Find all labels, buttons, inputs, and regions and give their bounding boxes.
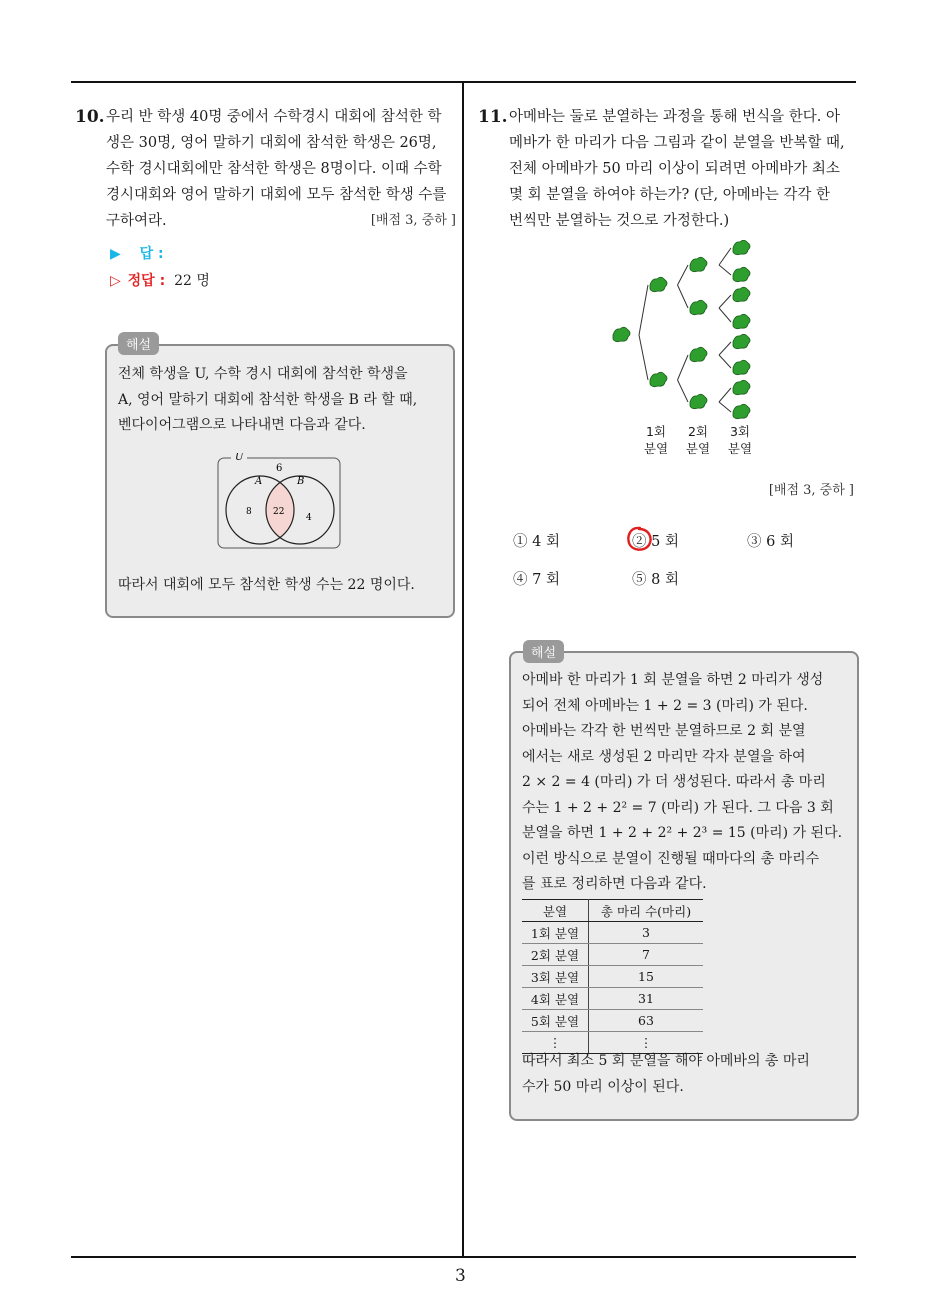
amoeba-icon (733, 314, 750, 328)
q10-line: 수학 경시대회에만 참석한 학생은 8명이다. 이때 수학 (106, 161, 442, 177)
table-cell: 1회 분열 (522, 922, 589, 944)
amoeba-icon (733, 380, 750, 394)
tree-branch (719, 342, 731, 355)
q10-answer-row (110, 243, 164, 263)
q10-explain-line: 전체 학생을 U, 수학 경시 대회에 참석한 학생을 (118, 366, 408, 382)
q10-explain-line: A, 영어 말하기 대회에 참석한 학생을 B 라 할 때, (118, 391, 418, 408)
correct-arrow-icon: ▷ (110, 273, 121, 289)
division-count-table (522, 899, 703, 1054)
amoeba-icon (733, 404, 750, 418)
q11-line: 몇 회 분열을 하여야 하는가? (단, 아메바는 각각 한 (509, 187, 831, 203)
division-label-bottom: 분열 (727, 441, 753, 456)
tree-branch (678, 355, 689, 380)
column-divider (462, 81, 464, 1257)
q10-explanation-text (118, 362, 446, 439)
q11-line: 번씩만 분열하는 것으로 가정한다.) (509, 213, 730, 229)
q10-explanation-tag: 해설 (118, 332, 159, 355)
table-row (522, 944, 703, 966)
q11-explain-line: 를 표로 정리하면 다음과 같다. (522, 876, 707, 892)
tree-branch (678, 380, 689, 402)
table-header: 분열 (522, 900, 589, 922)
answer-arrow-icon: ▶ (110, 246, 121, 262)
division-label-1 (638, 423, 674, 457)
table-cell: 63 (589, 1010, 704, 1032)
q10-number: 10. (75, 107, 105, 127)
q11-explain-line: 아메바는 각각 한 번씩만 분열하므로 2 회 분열 (522, 723, 806, 739)
table-cell: 7 (589, 944, 704, 966)
venn-diagram (215, 453, 345, 553)
q10-question (106, 104, 456, 234)
amoeba-icon (733, 267, 750, 281)
division-label-top: 3회 (729, 424, 751, 439)
q10-explain-line: 벤다이어그램으로 나타내면 다음과 같다. (118, 417, 366, 433)
tree-branch (719, 388, 731, 402)
q10-correct-label: 정답 : (127, 273, 166, 289)
q11-explanation-tag: 해설 (523, 640, 564, 663)
division-label-top: 2회 (687, 424, 709, 439)
amoeba-icon (733, 240, 750, 254)
table-row (522, 988, 703, 1010)
table-cell: 4회 분열 (522, 988, 589, 1010)
amoeba-icon (733, 334, 750, 348)
table-cell: 2회 분열 (522, 944, 589, 966)
venn-universe-label: U (235, 453, 244, 463)
venn-outside-value: 6 (276, 463, 283, 474)
table-cell: 3회 분열 (522, 966, 589, 988)
q11-number: 11. (478, 107, 508, 127)
table-cell: 3 (589, 922, 704, 944)
table-cell: 5회 분열 (522, 1010, 589, 1032)
q11-line: 전체 아메바가 50 마리 이상이 되려면 아메바가 최소 (509, 161, 840, 177)
table-cell: ⋮ (589, 1032, 704, 1054)
amoeba-division-tree (605, 240, 765, 420)
tree-branch (719, 402, 731, 412)
division-label-2 (680, 423, 716, 457)
q11-explain-line: 아메바 한 마리가 1 회 분열을 하면 2 마리가 생성 (522, 672, 824, 688)
top-rule (71, 81, 856, 83)
choice-3[interactable]: ③ 6 회 (747, 534, 794, 550)
q11-explain-line: 2 × 2 = 4 (마리) 가 더 생성된다. 따라서 총 마리 (522, 774, 826, 790)
amoeba-icon (690, 347, 707, 361)
q11-line: 아메바는 둘로 분열하는 과정을 통해 번식을 한다. 아 (509, 109, 841, 125)
table-row (522, 966, 703, 988)
choice-1[interactable]: ① 4 회 (513, 534, 560, 550)
choice-2[interactable]: ② 5 회 (632, 534, 679, 550)
q10-line: 생은 30명, 영어 말하기 대회에 참석한 학생은 26명, (106, 135, 437, 151)
q10-correct-value: 22 명 (174, 273, 210, 289)
venn-both-value: 22 (273, 507, 285, 517)
q11-explanation-conclusion (522, 1049, 852, 1100)
q11-explain-line: 이런 방식으로 분열이 진행될 때마다의 총 마리수 (522, 850, 820, 867)
amoeba-icon (613, 327, 630, 341)
tree-branch (678, 285, 689, 308)
q10-line: 경시대회와 영어 말하기 대회에 모두 참석한 학생 수를 (106, 187, 447, 203)
tree-branch (678, 265, 689, 285)
choice-4[interactable]: ④ 7 회 (513, 572, 560, 588)
table-header: 총 마리 수(마리) (589, 900, 704, 922)
choice-5[interactable]: ⑤ 8 회 (632, 572, 679, 588)
tree-branch (719, 308, 731, 322)
venn-only-a-value: 8 (246, 507, 252, 517)
q11-conclusion-line: 수가 50 마리 이상이 된다. (522, 1078, 684, 1095)
page-number: 3 (455, 1266, 466, 1286)
venn-set-a-label: A (255, 476, 263, 487)
tree-branch (719, 355, 731, 368)
q10-last-text: 구하여라. (106, 213, 167, 229)
q11-conclusion-line: 따라서 최소 5 회 분열을 해야 아메바의 총 마리 (522, 1053, 810, 1069)
table-cell: ⋮ (522, 1032, 589, 1054)
q10-answer-label: 답 : (139, 246, 164, 262)
division-label-3 (722, 423, 758, 457)
amoeba-icon (733, 360, 750, 374)
q10-line: 우리 반 학생 40명 중에서 수학경시 대회에 참석한 학 (106, 109, 442, 125)
q10-correct-row (110, 270, 210, 290)
amoeba-icon (650, 372, 667, 386)
table-row (522, 1010, 703, 1032)
amoeba-icon (690, 300, 707, 314)
q10-score: [배점 3, 중하 ] (370, 213, 456, 228)
table-cell: 15 (589, 966, 704, 988)
q11-line: 메바가 한 마리가 다음 그림과 같이 분열을 반복할 때, (509, 135, 845, 151)
bottom-rule (71, 1256, 856, 1258)
tree-branch (719, 295, 731, 308)
amoeba-icon (650, 277, 667, 291)
amoeba-icon (690, 394, 707, 408)
tree-branch (719, 248, 731, 265)
tree-branch (639, 285, 648, 335)
q11-explain-line: 수는 1 + 2 + 2² = 7 (마리) 가 된다. 그 다음 3 회 (522, 799, 834, 816)
q11-explanation-text (522, 668, 852, 898)
division-label-bottom: 분열 (685, 441, 711, 456)
q11-explain-line: 분열을 하면 1 + 2 + 2² + 2³ = 15 (마리) 가 된다. (522, 825, 843, 841)
q11-question (509, 104, 859, 234)
amoeba-icon (733, 287, 750, 301)
selected-answer-marker-icon (624, 524, 654, 554)
venn-only-b-value: 4 (306, 513, 312, 523)
venn-set-b-label: B (297, 476, 305, 487)
q11-explain-line: 되어 전체 아메바는 1 + 2 = 3 (마리) 가 된다. (522, 697, 808, 714)
q10-line-last (106, 208, 456, 234)
tree-branch (719, 265, 731, 275)
q11-explain-line: 에서는 새로 생성된 2 마리만 각자 분열을 하여 (522, 748, 806, 765)
table-row (522, 922, 703, 944)
q11-score: [배점 3, 중하 ] (768, 483, 854, 498)
division-label-top: 1회 (645, 424, 667, 439)
amoeba-icon (690, 257, 707, 271)
table-cell: 31 (589, 988, 704, 1010)
q10-explanation-conclusion: 따라서 대회에 모두 참석한 학생 수는 22 명이다. (118, 577, 415, 593)
division-label-bottom: 분열 (643, 441, 669, 456)
tree-branch (639, 335, 648, 380)
